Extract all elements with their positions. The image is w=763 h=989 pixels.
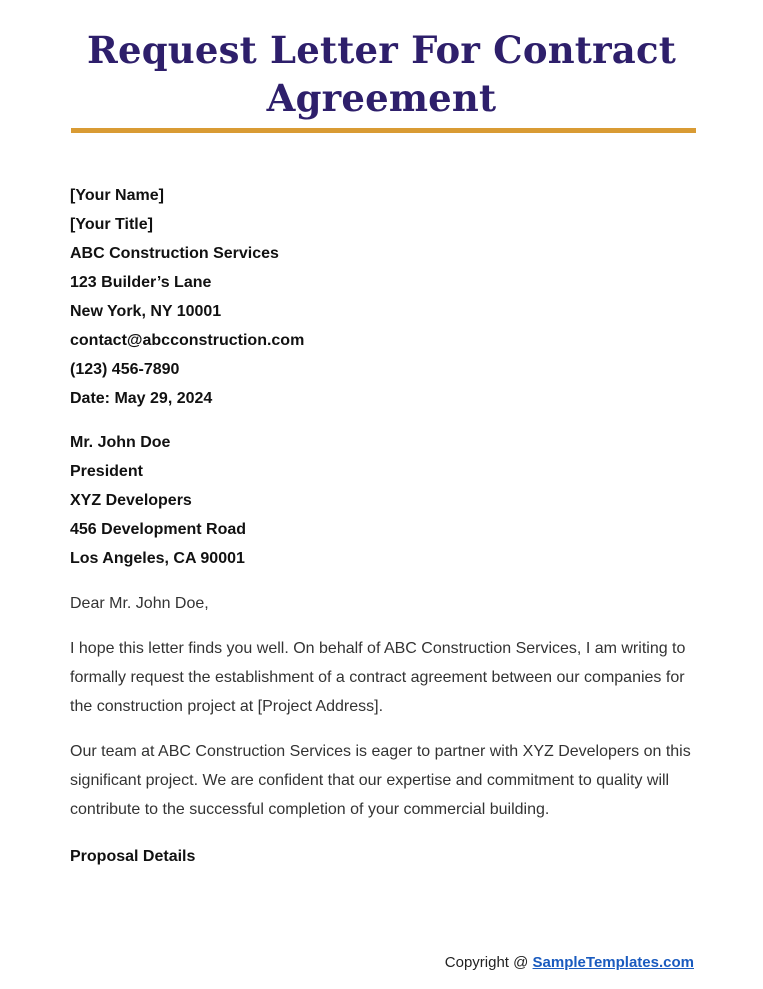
recipient-title: President xyxy=(70,463,143,480)
sender-title: [Your Title] xyxy=(70,216,153,233)
page-title: Request Letter For Contract Agreement xyxy=(87,28,676,120)
letter-date: Date: May 29, 2024 xyxy=(70,390,213,407)
recipient-city: Los Angeles, CA 90001 xyxy=(70,550,245,567)
sender-street: 123 Builder’s Lane xyxy=(70,274,212,291)
salutation: Dear Mr. John Doe, xyxy=(70,595,209,612)
copyright-text: Copyright @ xyxy=(444,954,533,971)
sender-company: ABC Construction Services xyxy=(70,245,279,262)
section-heading-proposal-details: Proposal Details xyxy=(70,848,196,865)
recipient-address-block xyxy=(70,428,700,573)
recipient-street: 456 Development Road xyxy=(70,521,247,538)
sender-email: contact@abcconstruction.com xyxy=(70,332,305,349)
body-paragraph-2: Our team at ABC Construction Services is eager to partner with XYZ Developers on this significant project. We are confident that our expertise and commitment to quality will contribute to the successful completion of your commercial building. xyxy=(70,743,691,818)
sender-phone: (123) 456-7890 xyxy=(70,361,180,378)
sender-address-block xyxy=(70,181,700,413)
title-divider xyxy=(71,128,696,133)
recipient-company: XYZ Developers xyxy=(70,492,192,509)
body-paragraph-1: I hope this letter finds you well. On behalf of ABC Construction Services, I am writing to formally request the establishment of a contract agreement between our companies for the construction project at [Project Address]. xyxy=(70,640,686,715)
sampletemplates-link[interactable]: SampleTemplates.com xyxy=(532,954,694,971)
sender-name: [Your Name] xyxy=(70,187,164,204)
footer-copyright xyxy=(445,950,694,976)
recipient-name: Mr. John Doe xyxy=(70,434,171,451)
sender-city: New York, NY 10001 xyxy=(70,303,222,320)
